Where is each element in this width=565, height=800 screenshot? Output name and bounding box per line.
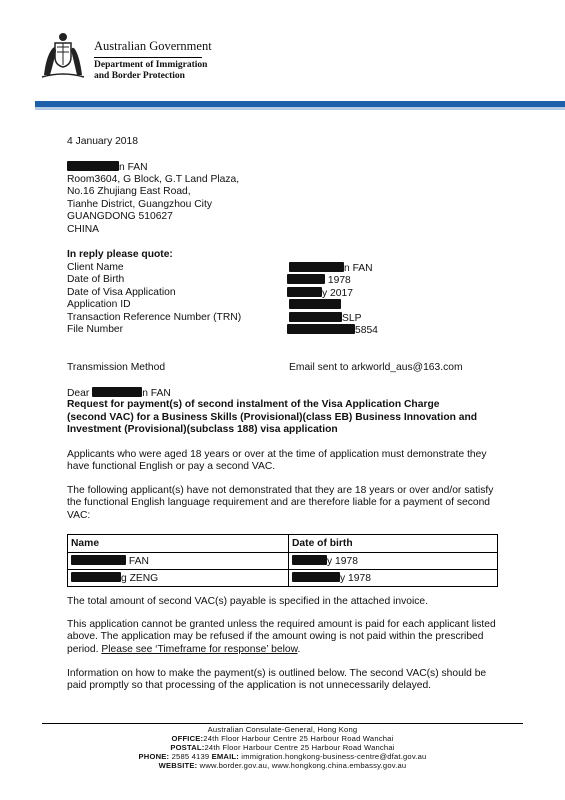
table-cell-text: g ZENG	[121, 573, 159, 584]
redaction-mark	[287, 274, 325, 284]
redaction-mark	[71, 555, 126, 565]
address-line: CHINA	[67, 223, 100, 235]
reply-label: Date of Birth	[67, 274, 125, 285]
footer-rule	[42, 723, 523, 724]
reply-value-text: y 2017	[322, 287, 353, 299]
footer-contact	[42, 752, 523, 761]
addressee-name-text: n FAN	[119, 162, 148, 173]
reply-label: Client Name	[67, 261, 124, 273]
redaction-mark	[92, 387, 142, 397]
redaction-mark	[292, 572, 340, 582]
subject-line: Investment (Provisional)(subclass 188) visa application	[67, 424, 338, 435]
footer-email: immigration.hongkong-business-centre@dfat.gov.au	[238, 752, 427, 761]
letterhead-rule	[94, 57, 202, 58]
table-row	[68, 570, 498, 587]
header-bar-light	[35, 107, 565, 110]
reply-value-text: 5854	[355, 325, 378, 336]
paragraph-text: .	[297, 643, 301, 655]
reply-value	[289, 312, 361, 325]
reply-value-text: SLP	[342, 312, 362, 324]
applicants-table	[67, 534, 498, 587]
redaction-mark	[287, 324, 355, 334]
reply-value	[289, 299, 341, 312]
address-line: Room3604, G Block, G.T Land Plaza,	[67, 173, 240, 185]
paragraph-text: This application cannot be granted unless the required amount is paid for each applicant listed above. The application may be refused if the amount owing is not paid within the prescribed period.	[67, 619, 496, 655]
table-cell-name	[68, 553, 289, 570]
redaction-mark	[287, 287, 322, 297]
government-name: Australian Government	[94, 39, 212, 53]
address-line: GUANGDONG 510627	[67, 211, 173, 222]
redaction-mark	[67, 161, 119, 171]
footer-label: PHONE:	[138, 752, 170, 761]
government-letterhead	[94, 39, 212, 82]
table-row	[68, 553, 498, 570]
table-cell-name	[68, 570, 289, 587]
department-line-1: Department of Immigration	[94, 60, 208, 70]
salutation-prefix: Dear	[67, 388, 90, 399]
reply-value	[289, 262, 373, 275]
address-line: Tianhe District, Guangzhou City	[67, 198, 212, 210]
table-header-name: Name	[68, 535, 289, 553]
reply-heading: In reply please quote:	[67, 249, 173, 260]
footer-value: 24th Floor Harbour Centre 25 Harbour Road Wanchai	[204, 743, 395, 752]
body-paragraph: Information on how to make the payment(s) is outlined below. The second VAC(s) should be paid promptly so that processing of the application is not unnecessarily delayed.	[67, 668, 487, 692]
reply-value-text: 1978	[327, 275, 351, 286]
reply-value-text: n FAN	[344, 262, 373, 274]
redaction-mark	[71, 572, 121, 582]
address-line: No.16 Zhujiang East Road,	[67, 186, 191, 197]
footer-value: 2585 4139	[169, 752, 212, 761]
body-paragraph: Applicants who were aged 18 years or over at the time of application must demonstrate they have functional English or pay a second VAC.	[67, 449, 487, 473]
footer-office	[42, 734, 523, 743]
footer-value: www.border.gov.au, www.hongkong.china.embassy.gov.au	[197, 761, 407, 770]
redaction-mark	[289, 299, 341, 309]
reply-label: File Number	[67, 324, 124, 335]
footer-value: 24th Floor Harbour Centre 25 Harbour Road Wanchai	[203, 734, 394, 743]
reply-value	[287, 274, 351, 287]
footer-label: POSTAL:	[170, 743, 205, 752]
reply-label: Transaction Reference Number (TRN)	[67, 311, 242, 323]
redaction-mark	[292, 555, 327, 565]
table-cell-text: FAN	[128, 556, 149, 567]
footer-website	[42, 761, 523, 770]
footer-consulate: Australian Consulate-General, Hong Kong	[207, 725, 358, 734]
table-cell-text: y 1978	[327, 556, 358, 567]
reply-label: Application ID	[67, 299, 131, 310]
footer-label: WEBSITE:	[158, 761, 198, 770]
table-header-row	[68, 535, 498, 553]
table-cell-dob	[289, 553, 498, 570]
reply-value	[287, 324, 378, 337]
department-line-2: and Border Protection	[94, 71, 185, 81]
transmission-label: Transmission Method	[67, 362, 166, 373]
coat-of-arms-icon	[38, 31, 88, 81]
table-header-dob: Date of birth	[289, 535, 498, 553]
footer-postal	[42, 743, 523, 752]
addressee-name	[67, 161, 148, 174]
footer-label: EMAIL:	[211, 752, 239, 761]
transmission-value: Email sent to arkworld_aus@163.com	[289, 362, 463, 373]
body-paragraph: The total amount of second VAC(s) payable is specified in the attached invoice.	[67, 596, 428, 607]
subject-line: (second VAC) for a Business Skills (Provisional)(class EB) Business Innovation and	[67, 411, 478, 423]
table-cell-dob	[289, 570, 498, 587]
body-paragraph	[67, 619, 507, 656]
letter-date: 4 January 2018	[67, 136, 138, 147]
reply-value	[287, 287, 353, 300]
body-paragraph: The following applicant(s) have not demonstrated that they are 18 years or over and/or satisfy the functional English language requirement and are therefore liable for a payment of second VAC:	[67, 485, 494, 521]
salutation-name: n FAN	[142, 388, 171, 399]
subject-line: Request for payment(s) of second instalment of the Visa Application Charge	[67, 399, 440, 410]
reply-label: Date of Visa Application	[67, 286, 176, 298]
timeframe-reference-link[interactable]: Please see ‘Timeframe for response’ below	[101, 643, 298, 655]
table-cell-text: y 1978	[340, 573, 371, 584]
footer-label: OFFICE:	[171, 734, 204, 743]
redaction-mark	[289, 262, 344, 272]
redaction-mark	[289, 312, 342, 322]
